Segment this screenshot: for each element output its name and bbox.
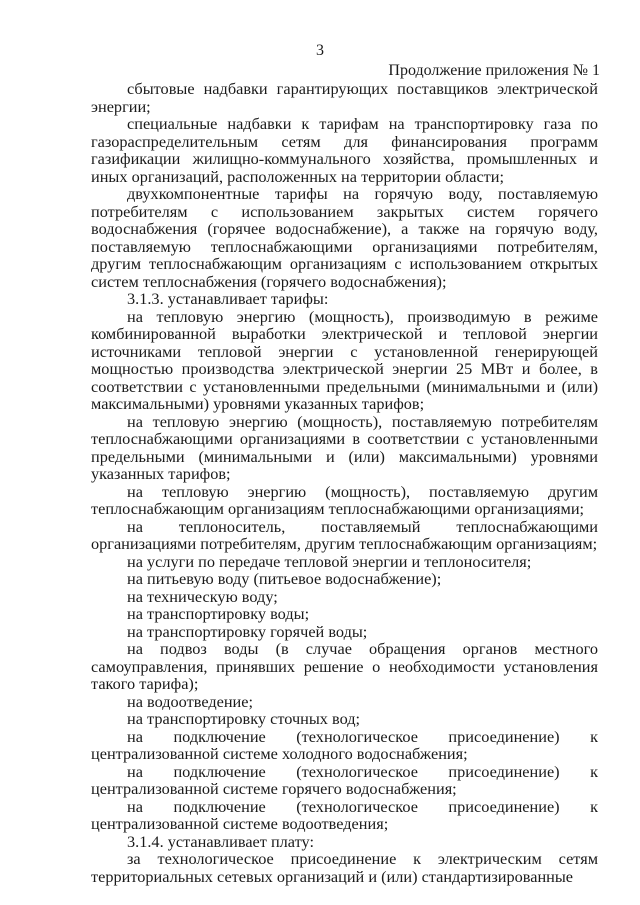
paragraph: на теплоноситель, поставляемый теплоснабжающими организациями потребителям, другим теплоснабжающим организациям; — [91, 516, 598, 553]
paragraph: на тепловую энергию (мощность), поставляемую потребителям теплоснабжающими организациями в соответствии с установленными предельными (минимальными и (или) максимальными) уровнями указанных тарифов; — [91, 411, 598, 483]
list-item: на транспортировку воды; — [127, 604, 310, 623]
paragraph: за технологическое присоединение к электрическим сетям территориальных сетевых организаций и (или) стандартизированные — [91, 849, 598, 886]
page-number: 3 — [316, 42, 324, 59]
paragraph: сбытовые надбавки гарантирующих поставщиков электрической энергии; — [91, 79, 598, 116]
list-item: на техническую воду; — [127, 586, 278, 606]
paragraph: на тепловую энергию (мощность), производимую в режиме комбинированной выработки электрической и тепловой энергии источниками тепловой энергии с установленной генерирующей мощностью производства электрической энергии 25 МВт и более, в соответствии с установленными предельными (минимальными и (или) максимальными) уровнями указанных тарифов; — [91, 306, 598, 413]
section-heading-3-1-4: 3.1.4. устанавливает плату: — [127, 831, 314, 851]
section-heading-3-1-3: 3.1.3. устанавливает тарифы: — [127, 289, 329, 308]
paragraph: на подключение (технологическое присоединение) к централизованной системе водоотведения; — [91, 796, 598, 833]
list-item: на услуги по передаче тепловой энергии и теплоносителя; — [127, 551, 532, 571]
paragraph: на подключение (технологическое присоединение) к централизованной системе горячего водоснабжения; — [91, 761, 598, 798]
paragraph: специальные надбавки к тарифам на транспортировку газа по газораспределительным сетям для финансирования программ газификации жилищно-коммунального хозяйства, промышленных и иных организаций, расположенных на территории области; — [91, 114, 598, 186]
list-item: на транспортировку горячей воды; — [127, 621, 368, 641]
paragraph: на подключение (технологическое присоединение) к централизованной системе холодного водоснабжения; — [91, 726, 598, 763]
list-item: на водоотведение; — [127, 691, 254, 711]
document-body — [91, 80, 598, 885]
list-item: на транспортировку сточных вод; — [127, 709, 361, 728]
list-item: на питьевую воду (питьевое водоснабжение); — [127, 569, 442, 588]
appendix-continuation-note: Продолжение приложения № 1 — [388, 62, 600, 79]
paragraph: двухкомпонентные тарифы на горячую воду, поставляемую потребителям с использованием закрытых систем горячего водоснабжения (горячее водоснабжение), а также на горячую воду, поставляемую теплоснабжающими организациями потребителям, другим теплоснабжающим организациям с использованием открытых систем теплоснабжения (горячего водоснабжения); — [91, 184, 598, 291]
paragraph: на тепловую энергию (мощность), поставляемую другим теплоснабжающим организациям теплоснабжающими организациями; — [91, 481, 598, 518]
paragraph: на подвоз воды (в случае обращения органов местного самоуправления, принявших решение о необходимости установления такого тарифа); — [91, 639, 598, 693]
